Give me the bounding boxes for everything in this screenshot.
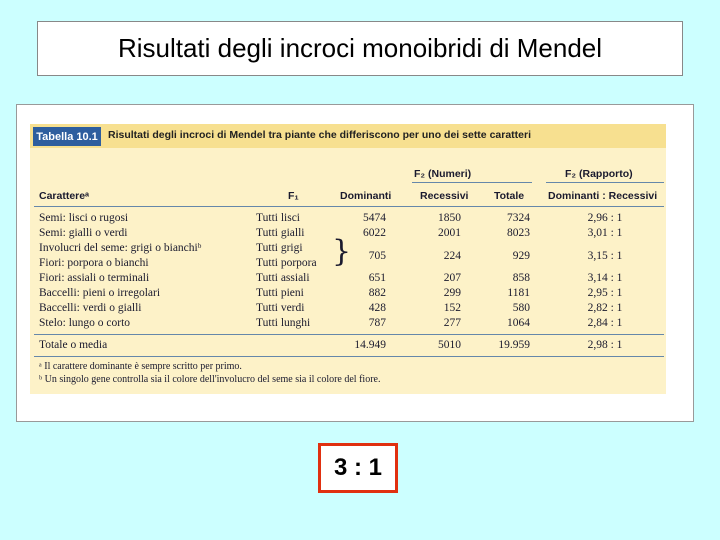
cell-tot: 580 [512,302,530,314]
cell-f1: Tutti assiali [256,272,310,284]
divider [412,182,532,183]
cell-tot: 1181 [507,287,530,299]
cell-tot: 858 [512,272,530,284]
group-header-ratio: F₂ (Rapporto) [565,168,633,180]
table-header-bar [30,124,666,148]
cell-dom: 705 [368,250,386,262]
cell-rec: 277 [443,317,461,329]
divider [34,356,664,357]
col-header-ratio: Dominanti : Recessivi [548,190,658,202]
total-dominanti: 14.949 [354,339,386,351]
cell-tot: 7324 [507,212,530,224]
cell-dom: 651 [368,272,386,284]
cell-carattere: Involucri del seme: grigi o bianchiᵇ [39,242,202,254]
cell-ratio: 2,82 : 1 [587,302,623,314]
col-header-dominanti: Dominanti [340,190,392,202]
cell-carattere: Fiori: porpora o bianchi [39,257,149,269]
total-ratio: 2,98 : 1 [587,339,623,351]
total-totale: 19.959 [498,339,530,351]
cell-dom: 5474 [363,212,386,224]
cell-dom: 882 [368,287,386,299]
cell-tot: 8023 [507,227,530,239]
mendel-table [30,124,666,394]
cell-f1: Tutti porpora [256,257,317,269]
cell-rec: 224 [443,250,461,262]
divider [546,182,664,183]
brace-glyph: } [332,234,352,269]
cell-f1: Tutti lisci [256,212,300,224]
cell-f1: Tutti lunghi [256,317,311,329]
cell-rec: 299 [443,287,461,299]
cell-rec: 152 [443,302,461,314]
slide-title: Risultati degli incroci monoibridi di Mendel [37,21,683,76]
ratio-label: 3 : 1 [318,443,398,493]
cell-ratio: 2,84 : 1 [587,317,623,329]
cell-f1: Tutti gialli [256,227,305,239]
cell-carattere: Baccelli: pieni o irregolari [39,287,161,299]
cell-ratio: 3,01 : 1 [587,227,623,239]
divider [34,206,664,207]
cell-dom: 428 [368,302,386,314]
cell-rec: 207 [443,272,461,284]
cell-f1: Tutti verdi [256,302,305,314]
cell-tot: 1064 [507,317,530,329]
cell-dom: 6022 [363,227,386,239]
table-tag: Tabella 10.1 [33,127,101,146]
cell-dom: 787 [368,317,386,329]
col-header-carattere: Carattereᵃ [39,190,90,202]
cell-ratio: 3,15 : 1 [587,250,623,262]
cell-f1: Tutti pieni [256,287,304,299]
cell-carattere: Stelo: lungo o corto [39,317,131,329]
cell-tot: 929 [512,250,530,262]
cell-rec: 2001 [438,227,461,239]
cell-ratio: 2,96 : 1 [587,212,623,224]
col-header-totale: Totale [494,190,525,202]
col-header-f1: F₁ [288,190,299,202]
total-recessivi: 5010 [438,339,461,351]
cell-f1: Tutti grigi [256,242,303,254]
total-label: Totale o media [39,339,108,351]
table-caption: Risultati degli incroci di Mendel tra piante che differiscono per uno dei sette caratteri [108,129,532,141]
footnote-b: ᵇ Un singolo gene controlla sia il colore dell'involucro del seme sia il colore del fiore. [39,374,381,385]
cell-rec: 1850 [438,212,461,224]
cell-ratio: 2,95 : 1 [587,287,623,299]
col-header-recessivi: Recessivi [420,190,469,202]
cell-ratio: 3,14 : 1 [587,272,623,284]
cell-carattere: Baccelli: verdi o gialli [39,302,142,314]
footnote-a: ᵃ Il carattere dominante è sempre scritto per primo. [39,361,242,372]
cell-carattere: Semi: lisci o rugosi [39,212,129,224]
divider [34,334,664,335]
group-header-numbers: F₂ (Numeri) [414,168,472,180]
cell-carattere: Fiori: assiali o terminali [39,272,150,284]
cell-carattere: Semi: gialli o verdi [39,227,128,239]
